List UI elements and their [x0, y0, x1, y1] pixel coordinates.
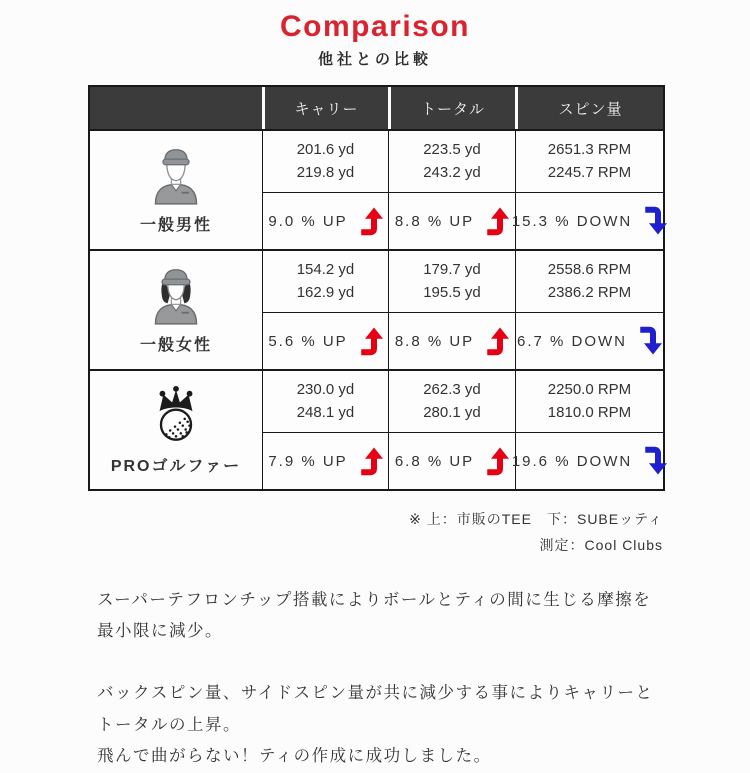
change-value: 19.6 % DOWN [511, 452, 633, 470]
value-pair [516, 371, 663, 433]
comparison-table [88, 85, 665, 491]
cell-female-carry [262, 251, 388, 369]
value-top: 230.0 yd [296, 381, 355, 398]
row-label: PROゴルファー [110, 458, 242, 475]
value-top: 201.6 yd [296, 141, 355, 158]
value-top: 223.5 yd [423, 141, 481, 158]
value-bottom: 2245.7 RPM [547, 163, 632, 181]
change-cell [263, 193, 388, 249]
footnote-legend: ※ 上：市販のTEE 下：SUBEッティ [409, 511, 663, 527]
cell-female-total [388, 251, 515, 369]
page-title: Comparison [279, 10, 471, 43]
table-row-male [90, 129, 663, 249]
table-row-female [90, 249, 663, 369]
footnote-measured-by: 測定：Cool Clubs [539, 536, 663, 553]
up-arrow-icon [485, 325, 509, 357]
value-bottom: 195.5 yd [423, 283, 481, 301]
description-text [97, 585, 669, 773]
description-paragraph-1: スーパーテフロンチップ搭載によりボールとティの間に生じる摩擦を最小限に減少。 [97, 590, 652, 641]
up-arrow-icon [359, 445, 383, 477]
description-line: バックスピン量、サイドスピン量が共に減少する事によりキャリーとトータルの上昇。 [97, 684, 654, 734]
change-cell [389, 313, 515, 369]
change-value: 6.8 % UP [394, 452, 475, 470]
change-value: 6.7 % DOWN [516, 332, 627, 350]
value-bottom: 243.2 yd [423, 163, 481, 181]
row-header-male [90, 131, 262, 249]
header-cell-total: トータル [388, 87, 515, 129]
cell-pro-spin [511, 371, 663, 489]
table-footnotes [0, 507, 663, 559]
change-cell [511, 433, 663, 489]
value-pair [263, 251, 388, 313]
header-cell-empty [90, 87, 262, 129]
cell-pro-total [388, 371, 515, 489]
value-bottom: 280.1 yd [423, 403, 481, 421]
page-subtitle: 他社との比較 [317, 51, 432, 68]
change-value: 8.8 % UP [394, 212, 475, 230]
change-value: 7.9 % UP [268, 452, 348, 470]
up-arrow-icon [359, 205, 383, 237]
value-bottom: 162.9 yd [296, 283, 355, 301]
change-value: 8.8 % UP [394, 332, 475, 350]
value-bottom: 1810.0 RPM [547, 403, 632, 421]
value-top: 2651.3 RPM [547, 141, 632, 158]
cell-male-spin [511, 131, 663, 249]
page-heading [0, 0, 750, 69]
value-bottom: 219.8 yd [296, 163, 355, 181]
description-line: 飛んで曲がらない！ティの作成に成功しました。 [97, 747, 492, 766]
female-golfer-icon [148, 265, 204, 325]
change-cell [389, 193, 515, 249]
up-arrow-icon [485, 445, 509, 477]
description-paragraph-2 [97, 678, 669, 772]
row-header-pro [90, 371, 262, 489]
change-value: 5.6 % UP [268, 332, 348, 350]
value-top: 2250.0 RPM [547, 381, 632, 398]
value-pair [389, 251, 515, 313]
value-pair [263, 371, 388, 433]
change-cell [389, 433, 515, 489]
row-label: 一般男性 [139, 217, 212, 234]
male-golfer-icon [148, 145, 204, 205]
value-top: 179.7 yd [423, 261, 481, 278]
change-value: 15.3 % DOWN [511, 212, 633, 230]
value-top: 2558.6 RPM [547, 261, 632, 278]
cell-male-carry [262, 131, 388, 249]
down-arrow-icon [638, 325, 662, 357]
change-cell [516, 313, 663, 369]
value-top: 154.2 yd [296, 261, 355, 278]
up-arrow-icon [485, 205, 509, 237]
table-header-row [90, 87, 663, 129]
value-pair [516, 131, 663, 193]
value-top: 262.3 yd [423, 381, 481, 398]
value-bottom: 248.1 yd [296, 403, 355, 421]
pro-golfer-icon [145, 384, 207, 446]
change-cell [263, 433, 388, 489]
cell-pro-carry [262, 371, 388, 489]
value-pair [389, 131, 515, 193]
value-bottom: 2386.2 RPM [547, 283, 632, 301]
header-cell-spin: スピン量 [515, 87, 663, 129]
up-arrow-icon [359, 325, 383, 357]
down-arrow-icon [643, 205, 667, 237]
cell-male-total [388, 131, 515, 249]
change-cell [511, 193, 663, 249]
value-pair [389, 371, 515, 433]
row-label: 一般女性 [139, 337, 212, 354]
value-pair [516, 251, 663, 313]
down-arrow-icon [643, 445, 667, 477]
change-cell [263, 313, 388, 369]
value-pair [263, 131, 388, 193]
change-value: 9.0 % UP [268, 212, 348, 230]
cell-female-spin [515, 251, 663, 369]
table-row-pro [90, 369, 663, 489]
row-header-female [90, 251, 262, 369]
header-cell-carry: キャリー [262, 87, 388, 129]
